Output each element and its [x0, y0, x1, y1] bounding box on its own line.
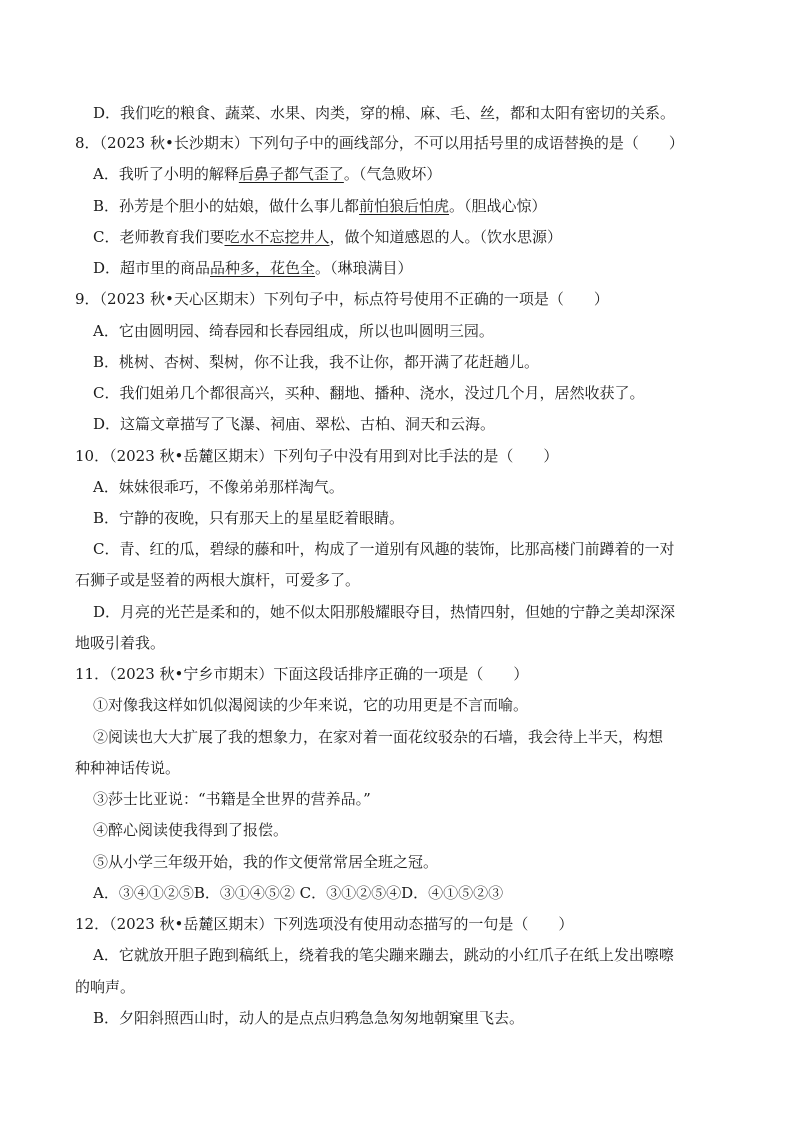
text-segment: 。（胆战心惊） [449, 197, 547, 215]
text-segment: 。（气急败坏） [343, 165, 442, 183]
text-segment: C．我们姐弟几个都很高兴，买种、翻地、播种、浇水，没过几个月，居然收获了。 [93, 384, 645, 402]
text-segment: D．月亮的光芒是柔和的，她不似太阳那般耀眼夺目，热情四射，但她的宁静之美却深深 [93, 603, 676, 621]
text-segment: 8．（2023 秋•长沙期末）下列句子中的画线部分，不可以用括号里的成语替换的是（ ） [75, 134, 684, 152]
text-line [0, 383, 794, 403]
text-line [0, 258, 794, 278]
text-segment: ，做个知道感恩的人。（饮水思源） [329, 228, 563, 246]
underlined-phrase: 品种多，花色全 [210, 259, 316, 277]
text-line [0, 570, 794, 590]
text-line [0, 820, 794, 840]
text-segment: 9．（2023 秋•天心区期末）下列句子中，标点符号使用不正确的一项是（ ） [75, 290, 609, 308]
text-segment: A．我听了小明的解释 [93, 165, 239, 183]
text-segment: 。（琳琅满目） [315, 259, 413, 277]
text-segment: C．老师教育我们要 [93, 228, 225, 246]
text-segment: A．③④①②⑤B．③①④⑤② C．③①②⑤④D．④①⑤②③ [93, 884, 504, 902]
text-segment: ③莎士比亚说：“书籍是全世界的营养品。” [93, 790, 371, 808]
text-segment: 11．（2023 秋•宁乡市期末）下面这段话排序正确的一项是（ ） [75, 665, 529, 683]
text-line [0, 164, 794, 184]
text-line [0, 103, 794, 123]
underlined-phrase: 前怕狼后怕虎 [359, 197, 450, 215]
text-line [0, 602, 794, 622]
text-segment: D．超市里的商品 [93, 259, 211, 277]
text-line [0, 539, 794, 559]
text-line [0, 914, 794, 934]
text-line [0, 196, 794, 216]
text-line [0, 289, 794, 309]
text-segment: 的响声。 [75, 978, 136, 996]
text-segment: ①对像我这样如饥似渴阅读的少年来说，它的功用更是不言而喻。 [93, 696, 529, 714]
text-line [0, 133, 794, 153]
text-segment: ④醉心阅读使我得到了报偿。 [93, 821, 289, 839]
text-line [0, 414, 794, 434]
text-segment: A．它就放开胆子跑到稿纸上，绕着我的笔尖蹦来蹦去，跳动的小红爪子在纸上发出嚓嚓 [93, 946, 674, 964]
text-segment: A．妹妹很乖巧，不像弟弟那样淘气。 [93, 478, 344, 496]
text-segment: 10．（2023 秋•岳麓区期末）下列句子中没有用到对比手法的是（ ） [75, 447, 559, 465]
text-segment: 地吸引着我。 [75, 634, 166, 652]
text-line [0, 508, 794, 528]
text-line [0, 352, 794, 372]
text-line [0, 1008, 794, 1028]
text-line [0, 321, 794, 341]
text-line [0, 477, 794, 497]
text-segment: B．宁静的夜晚，只有那天上的星星眨着眼睛。 [93, 509, 405, 527]
text-line [0, 883, 794, 903]
text-line [0, 695, 794, 715]
text-segment: D．这篇文章描写了飞瀑、祠庙、翠松、古柏、洞天和云海。 [93, 415, 496, 433]
text-line [0, 789, 794, 809]
text-line [0, 446, 794, 466]
underlined-phrase: 吃水不忘挖井人 [224, 228, 330, 246]
text-segment: D．我们吃的粮食、蔬菜、水果、肉类，穿的棉、麻、毛、丝，都和太阳有密切的关系。 [93, 104, 676, 122]
text-line [0, 977, 794, 997]
text-line [0, 945, 794, 965]
text-segment: 石狮子或是竖着的两根大旗杆，可爱多了。 [75, 571, 361, 589]
text-segment: 种种神话传说。 [75, 759, 181, 777]
text-segment: C．青、红的瓜，碧绿的藤和叶，构成了一道别有风趣的装饰，比那高楼门前蹲着的一对 [93, 540, 675, 558]
text-line [0, 633, 794, 653]
text-segment: B．孙芳是个胆小的姑娘，做什么事儿都 [93, 197, 360, 215]
text-segment: B．桃树、杏树、梨树，你不让我，我不让你，都开满了花赶趟儿。 [93, 353, 540, 371]
text-line [0, 727, 794, 747]
text-line [0, 758, 794, 778]
text-segment: A．它由圆明园、绮春园和长春园组成，所以也叫圆明三园。 [93, 322, 494, 340]
text-segment: ②阅读也大大扩展了我的想象力，在家对着一面花纹驳杂的石墙，我会待上半天，构想 [93, 728, 664, 746]
text-line [0, 227, 794, 247]
text-segment: ⑤从小学三年级开始，我的作文便常常居全班之冠。 [93, 853, 439, 871]
text-segment: B．夕阳斜照西山时，动人的是点点归鸦急急匆匆地朝窠里飞去。 [93, 1009, 525, 1027]
text-line [0, 664, 794, 684]
underlined-phrase: 后鼻子都气歪了 [238, 165, 344, 183]
text-line [0, 852, 794, 872]
text-segment: 12．（2023 秋•岳麓区期末）下列选项没有使用动态描写的一句是（ ） [75, 915, 574, 933]
